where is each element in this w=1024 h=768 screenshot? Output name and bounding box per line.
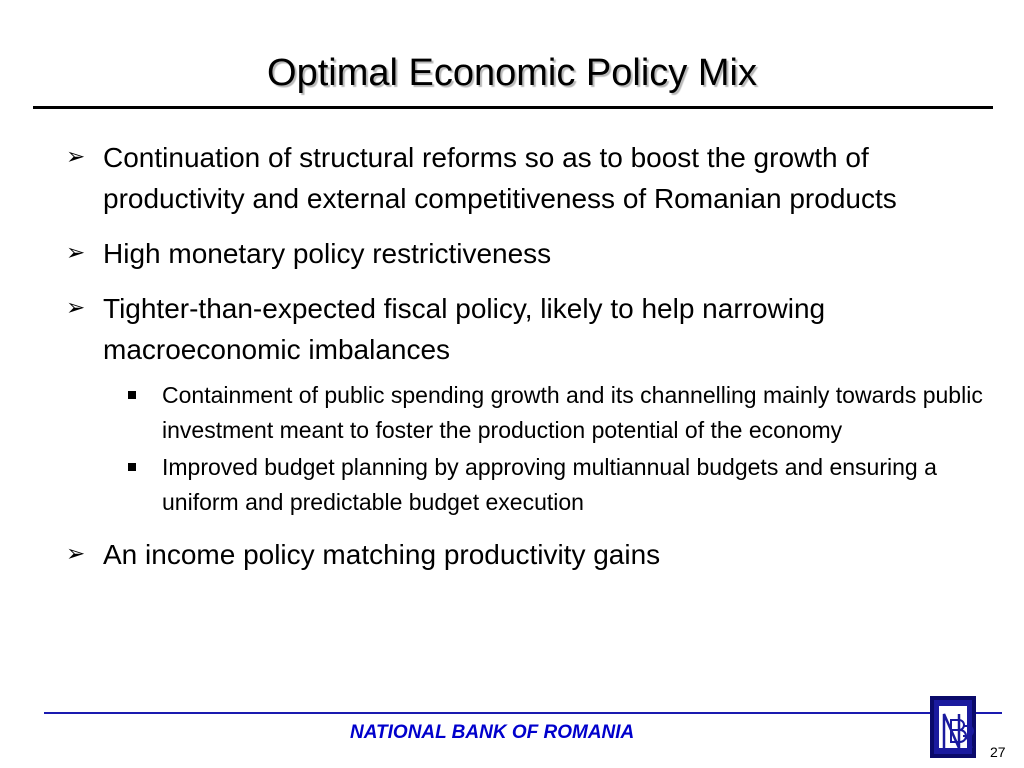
bullet-text: Tighter-than-expected fiscal policy, likely to help narrowing macroeconomic imbalances (103, 293, 826, 365)
sub-bullet-item (126, 450, 996, 520)
sub-bullet-text: Improved budget planning by approving multiannual budgets and ensuring a uniform and predictable budget execution (162, 454, 937, 515)
sub-bullet-item (126, 378, 996, 448)
sub-bullet-text: Containment of public spending growth and its channelling mainly towards public investment meant to foster the production potential of the economy (162, 382, 983, 443)
bnr-monogram-logo-icon (930, 696, 976, 758)
bullet-text: Continuation of structural reforms so as to boost the growth of productivity and external competitiveness of Romanian products (103, 142, 897, 214)
arrow-bullet-icon: ➢ (66, 144, 86, 170)
bullet-item (66, 288, 996, 370)
bullet-item (66, 534, 996, 575)
bullet-list (66, 137, 996, 589)
bullet-item (66, 137, 996, 219)
title-divider (33, 106, 993, 109)
bullet-item (66, 233, 996, 274)
arrow-bullet-icon: ➢ (66, 295, 86, 321)
bullet-text: An income policy matching productivity gains (103, 539, 661, 570)
bullet-text: High monetary policy restrictiveness (103, 238, 552, 269)
page-number: 27 (990, 744, 1006, 760)
footer-divider (44, 712, 1002, 714)
footer-organization: NATIONAL BANK OF ROMANIA (350, 722, 635, 743)
arrow-bullet-icon: ➢ (66, 541, 86, 567)
square-bullet-icon (128, 391, 136, 399)
slide-title: Optimal Economic Policy Mix (267, 52, 757, 94)
square-bullet-icon (128, 463, 136, 471)
arrow-bullet-icon: ➢ (66, 240, 86, 266)
